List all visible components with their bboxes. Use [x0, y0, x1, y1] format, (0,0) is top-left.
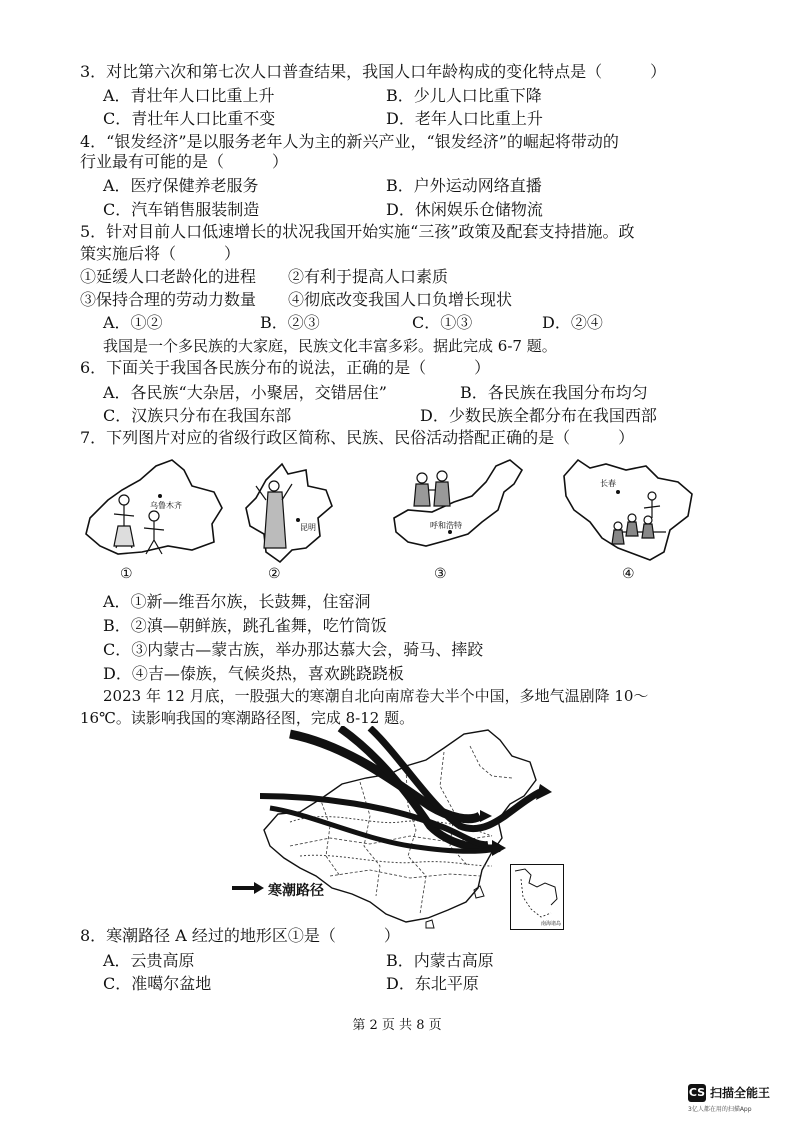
- q4-stem-line2: 行业最有可能的是（ ）: [80, 152, 289, 171]
- watermark-brand: 扫描全能王: [710, 1086, 771, 1100]
- q8-option-c: C．准噶尔盆地: [103, 974, 212, 993]
- q6-option-c: C．汉族只分布在我国东部: [103, 406, 292, 425]
- q5-option-d: D．②④: [542, 313, 603, 332]
- q5-statement-3-4: ③保持合理的劳动力数量 ④彻底改变我国人口负增长现状: [80, 290, 513, 309]
- q8-stem: 8．寒潮路径 A 经过的地形区①是（ ）: [80, 926, 400, 945]
- cs-logo-icon: CS: [688, 1084, 706, 1102]
- q5-stem-line2: 策实施后将（ ）: [80, 244, 241, 263]
- watermark-subtitle: 3亿人都在用的扫描App: [688, 1106, 752, 1113]
- q8-option-d: D．东北平原: [386, 974, 479, 993]
- q6-option-b: B．各民族在我国分布均匀: [460, 383, 648, 402]
- q4-option-d: D．休闲娱乐仓储物流: [386, 200, 543, 219]
- legend-arrow-icon: [232, 882, 266, 894]
- map-2-number: ②: [268, 566, 281, 582]
- q3-stem: 3．对比第六次和第七次人口普查结果，我国人口年龄构成的变化特点是（ ）: [80, 62, 667, 81]
- q7-option-c: C．③内蒙古—蒙古族，举办那达慕大会，骑马、摔跤: [103, 640, 484, 659]
- map-4-city-label: 长春: [600, 479, 616, 488]
- q3-option-c: C．青壮年人口比重不变: [103, 109, 276, 128]
- q4-option-b: B．户外运动网络直播: [386, 176, 542, 195]
- intro-6-7: 我国是一个多民族的大家庭，民族文化丰富多彩。据此完成 6-7 题。: [103, 337, 557, 355]
- q5-statement-1-2: ①延缓人口老龄化的进程 ②有利于提高人口素质: [80, 267, 449, 286]
- legend-label: 寒潮路径: [268, 883, 324, 899]
- intro-8-12-line2: 16℃。读影响我国的寒潮路径图，完成 8-12 题。: [80, 709, 415, 727]
- q3-option-a: A．青壮年人口比重上升: [103, 86, 275, 105]
- q5-option-c: C．①③: [412, 313, 473, 332]
- q7-stem: 7．下列图片对应的省级行政区简称、民族、民俗活动搭配正确的是（ ）: [80, 428, 635, 447]
- q5-option-b: B．②③: [260, 313, 320, 332]
- province-map-3: [388, 456, 538, 566]
- q7-option-d: D．④吉—傣族，气候炎热，喜欢跳跷跷板: [103, 664, 404, 683]
- q4-option-a: A．医疗保健养老服务: [103, 176, 259, 195]
- q4-stem-line1: 4．“银发经济”是以服务老年人为主的新兴产业，“银发经济”的崛起将带动的: [80, 132, 619, 151]
- q5-option-a: A．①②: [103, 313, 163, 332]
- page-number: 第 2 页 共 8 页: [352, 1018, 442, 1033]
- province-map-1: [80, 456, 230, 566]
- map-4-number: ④: [622, 566, 635, 582]
- q7-option-a: A．①新—维吾尔族，长鼓舞，住窑洞: [103, 592, 371, 611]
- q5-stem-line1: 5．针对目前人口低速增长的状况我国开始实施“三孩”政策及配套支持措施。政: [80, 222, 635, 241]
- q8-option-a: A．云贵高原: [103, 951, 195, 970]
- map-3-city-label: 呼和浩特: [430, 521, 462, 530]
- q3-option-b: B．少儿人口比重下降: [386, 86, 542, 105]
- map-1-city-label: 乌鲁木齐: [150, 501, 182, 510]
- south-china-sea-inset: [510, 864, 564, 930]
- q6-option-d: D．少数民族全都分布在我国西部: [420, 406, 657, 425]
- q8-option-b: B．内蒙古高原: [386, 951, 494, 970]
- q6-stem: 6．下面关于我国各民族分布的说法，正确的是（ ）: [80, 358, 491, 377]
- province-map-2: [236, 456, 386, 566]
- map-2-city-label: 昆明: [300, 523, 316, 532]
- inset-label: 南海诸岛: [540, 921, 561, 927]
- q7-option-b: B．②滇—朝鲜族，跳孔雀舞，吃竹筒饭: [103, 616, 387, 635]
- intro-8-12-line1: 2023 年 12 月底，一股强大的寒潮自北向南席卷大半个中国，多地气温剧降 10～: [103, 687, 649, 705]
- q6-option-a: A．各民族“大杂居，小聚居，交错居住”: [103, 383, 387, 402]
- q3-option-d: D．老年人口比重上升: [386, 109, 543, 128]
- province-map-4: [556, 456, 706, 566]
- q4-option-c: C．汽车销售服装制造: [103, 200, 260, 219]
- map-3-number: ③: [434, 566, 447, 582]
- scanner-watermark: [688, 1084, 778, 1116]
- map-1-number: ①: [120, 566, 133, 582]
